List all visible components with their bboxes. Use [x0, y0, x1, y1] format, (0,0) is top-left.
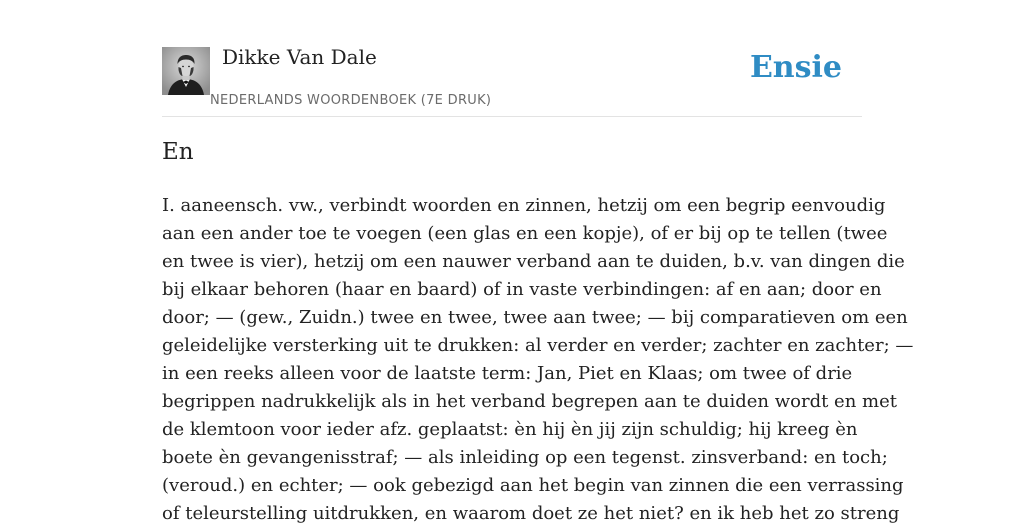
brand-logo[interactable]: Ensie — [749, 50, 842, 85]
definition-line: (veroud.) en echter; — ook gebezigd aan het begin van zinnen die een verrassing — [162, 475, 904, 496]
definition-line: en twee is vier), hetzij om een nauwer verband aan te duiden, b.v. van dingen die — [162, 251, 905, 272]
definition-line: in een reeks alleen voor de laatste term: Jan, Piet en Klaas; om twee of drie — [162, 363, 853, 384]
definition-line: de klemtoon voor ieder afz. geplaatst: èn hij èn jij zijn schuldig; hij kreeg èn — [162, 419, 858, 440]
definition-line: of teleurstelling uitdrukken, en waarom doet ze het niet? en ik heb het zo streng — [162, 503, 900, 524]
definition-line: geleidelijke versterking uit te drukken: al verder en verder; zachter en zachter; — — [162, 335, 914, 356]
portrait-photo-icon — [162, 47, 210, 95]
definition-line: aan een ander toe te voegen (een glas en een kopje), of er bij op te tellen (twee — [162, 223, 888, 244]
entry-title: En — [162, 139, 194, 165]
entry-header — [162, 44, 862, 117]
definition-line: I. aaneensch. vw., verbindt woorden en zinnen, hetzij om een begrip eenvoudig — [162, 195, 886, 216]
source-label: NEDERLANDS WOORDENBOEK (7E DRUK) — [210, 93, 492, 108]
definition-line: door; — (gew., Zuidn.) twee en twee, twee aan twee; — bij comparatieven om een — [162, 307, 908, 328]
author-name[interactable]: Dikke Van Dale — [222, 45, 377, 69]
avatar[interactable] — [162, 47, 210, 95]
definition-line: boete èn gevangenisstraf; — als inleiding op een tegenst. zinsverband: en toch; — [162, 447, 888, 468]
entry-definition — [162, 192, 914, 528]
definition-line: bij elkaar behoren (haar en baard) of in vaste verbindingen: af en aan; door en — [162, 279, 882, 300]
definition-line: begrippen nadrukkelijk als in het verband begrepen aan te duiden wordt en met — [162, 391, 897, 412]
